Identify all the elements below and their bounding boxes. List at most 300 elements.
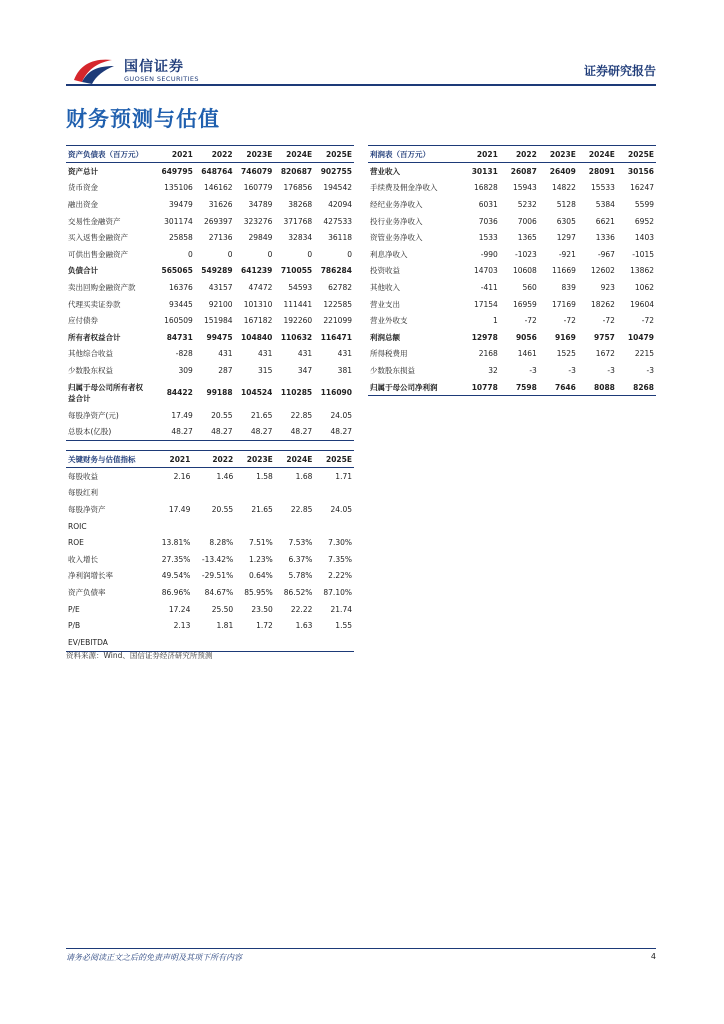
- cell-value: 839: [561, 282, 576, 292]
- cell-value: 84.67%: [204, 587, 234, 597]
- cell-value: 17169: [552, 299, 576, 309]
- cell-value: 1.71: [335, 471, 352, 481]
- cell-value: 86.52%: [283, 587, 313, 597]
- row-label: 营业支出: [370, 299, 400, 309]
- year-header: 2025E: [617, 146, 656, 163]
- row-label: 所得税费用: [370, 349, 408, 359]
- cell-value: 38268: [288, 199, 313, 209]
- cell-value: 135106: [164, 183, 193, 193]
- cell-value: 47472: [248, 282, 273, 292]
- cell-value: 28091: [588, 166, 615, 176]
- cell-value: -828: [175, 349, 193, 359]
- year-header: 2024E: [275, 451, 315, 468]
- cell-value: 902755: [320, 166, 352, 176]
- row-label: 投行业务净收入: [370, 216, 423, 226]
- table-row: [66, 346, 354, 363]
- row-label: 每股收益: [68, 471, 98, 481]
- table-row: [66, 407, 354, 424]
- guosen-logo-icon: [70, 54, 116, 86]
- cell-value: 315: [258, 365, 273, 375]
- row-label: 融出资金: [68, 199, 98, 209]
- cell-value: 923: [600, 282, 615, 292]
- table-row: [66, 312, 354, 329]
- page-number: 4: [650, 952, 656, 961]
- cell-value: 347: [297, 365, 313, 375]
- cell-value: 42094: [328, 199, 352, 209]
- cell-value: 17.49: [171, 410, 193, 420]
- cell-value: 12978: [471, 332, 498, 342]
- cell-value: 19604: [630, 299, 654, 309]
- cell-value: 192260: [283, 316, 313, 326]
- cell-value: 29849: [248, 233, 273, 243]
- cell-value: 104524: [241, 388, 273, 398]
- cell-value: 565065: [161, 266, 193, 276]
- cell-value: 87.10%: [323, 587, 352, 597]
- cell-value: [275, 485, 315, 502]
- cell-value: 17.24: [168, 604, 191, 614]
- cell-value: 116090: [320, 388, 352, 398]
- cell-value: 381: [337, 365, 352, 375]
- cell-value: 7.30%: [328, 538, 352, 548]
- cell-value: 23.50: [251, 604, 273, 614]
- cell-value: 1365: [517, 233, 537, 243]
- row-label: 资产负债率: [68, 587, 106, 597]
- cell-value: -990: [480, 249, 498, 259]
- table-row: [368, 263, 656, 280]
- cell-value: [314, 485, 354, 502]
- cell-value: 1.68: [295, 471, 313, 481]
- cell-value: -29.51%: [201, 571, 234, 581]
- cell-value: 9056: [515, 332, 537, 342]
- cell-value: 7.35%: [328, 554, 352, 564]
- table-title: 资产负债表（百万元）: [66, 146, 155, 163]
- cell-value: 710055: [280, 266, 313, 276]
- table-row: [66, 568, 354, 585]
- cell-value: 146162: [203, 183, 233, 193]
- cell-value: 20.55: [211, 410, 233, 420]
- cell-value: 86.96%: [161, 587, 191, 597]
- cell-value: 746079: [241, 166, 273, 176]
- cell-value: 1.55: [335, 621, 352, 631]
- cell-value: 13862: [630, 266, 654, 276]
- cell-value: 5599: [634, 199, 654, 209]
- cell-value: 8.28%: [209, 538, 234, 548]
- year-header: 2021: [461, 146, 500, 163]
- cell-value: 122585: [323, 299, 352, 309]
- row-label: 所有者权益合计: [68, 332, 121, 342]
- cell-value: -72: [524, 316, 537, 326]
- row-label: 利润总额: [370, 332, 400, 342]
- cell-value: 116471: [320, 332, 352, 342]
- cell-value: 27136: [208, 233, 233, 243]
- cell-value: 2215: [634, 349, 654, 359]
- cell-value: 21.65: [250, 410, 273, 420]
- table-row: [66, 617, 354, 634]
- cell-value: 1461: [517, 349, 537, 359]
- row-label: ROIC: [68, 521, 87, 531]
- cell-value: 549289: [201, 266, 233, 276]
- row-label: 货币资金: [68, 183, 98, 193]
- cell-value: 43157: [208, 282, 233, 292]
- cell-value: 6.37%: [288, 554, 313, 564]
- cell-value: 27.35%: [161, 554, 191, 564]
- cell-value: [235, 634, 275, 651]
- row-label: 其他收入: [370, 282, 400, 292]
- table-row: [66, 634, 354, 651]
- row-label: 其他综合收益: [68, 349, 113, 359]
- table-row: [66, 213, 354, 230]
- cell-value: 24.05: [330, 410, 352, 420]
- cell-value: 34789: [248, 199, 273, 209]
- cell-value: 648764: [201, 166, 233, 176]
- cell-value: 5.78%: [288, 571, 313, 581]
- cell-value: -72: [563, 316, 576, 326]
- cell-value: 431: [297, 349, 313, 359]
- logo-name-cn: 国信证券: [124, 59, 184, 75]
- table-title: 利润表（百万元）: [368, 146, 461, 163]
- table-row: [66, 601, 354, 618]
- cell-value: 431: [337, 349, 352, 359]
- cell-value: 15533: [591, 183, 615, 193]
- cell-value: 16959: [512, 299, 537, 309]
- page-header: [66, 50, 656, 86]
- row-label: 每股净资产(元): [68, 410, 119, 420]
- cell-value: 48.27: [155, 423, 195, 440]
- year-header: 2021: [155, 146, 195, 163]
- cell-value: 5128: [556, 199, 576, 209]
- table-row: [368, 196, 656, 213]
- cell-value: -1023: [515, 249, 537, 259]
- cell-value: 10479: [627, 332, 654, 342]
- cell-value: [314, 634, 354, 651]
- cell-value: -3: [568, 365, 576, 375]
- year-header: 2022: [195, 146, 235, 163]
- row-label: 少数股东损益: [370, 365, 415, 375]
- cell-value: 32834: [288, 233, 313, 243]
- cell-value: 9757: [594, 332, 615, 342]
- table-row: [368, 329, 656, 346]
- cell-value: -921: [558, 249, 576, 259]
- cell-value: 18262: [591, 299, 615, 309]
- year-header: 2023E: [539, 146, 578, 163]
- cell-value: 1: [493, 316, 498, 326]
- cell-value: 110285: [280, 388, 313, 398]
- table-row: [66, 518, 354, 535]
- row-label: 每股红利: [68, 488, 98, 498]
- row-label: 卖出回购金融资产款: [68, 282, 136, 292]
- cell-value: 48.27: [195, 423, 235, 440]
- table-row: [66, 468, 354, 485]
- cell-value: 48.27: [274, 423, 314, 440]
- cell-value: 36118: [328, 233, 352, 243]
- cell-value: [235, 485, 275, 502]
- cell-value: 5232: [517, 199, 537, 209]
- row-label: 少数股东权益: [68, 365, 113, 375]
- cell-value: 7.53%: [288, 538, 313, 548]
- cell-value: 84731: [166, 332, 193, 342]
- table-row: [66, 362, 354, 379]
- cell-value: [314, 518, 354, 535]
- table-row: [66, 180, 354, 197]
- table-row: [368, 296, 656, 313]
- cell-value: 371768: [283, 216, 313, 226]
- table-row: [66, 196, 354, 213]
- cell-value: 21.65: [251, 504, 273, 514]
- cell-value: 22.85: [290, 504, 313, 514]
- row-label: 收入增长: [68, 554, 98, 564]
- footer-disclaimer: 请务必阅读正文之后的免责声明及其项下所有内容: [66, 953, 242, 962]
- cell-value: 7598: [500, 379, 539, 396]
- row-label: 营业收入: [370, 166, 400, 176]
- cell-value: 31626: [208, 199, 233, 209]
- cell-value: 7036: [478, 216, 498, 226]
- cell-value: [153, 634, 193, 651]
- cell-value: 1336: [595, 233, 615, 243]
- year-header: 2024E: [274, 146, 314, 163]
- cell-value: 16376: [168, 282, 193, 292]
- cell-value: 1062: [634, 282, 654, 292]
- cell-value: 194542: [323, 183, 352, 193]
- cell-value: 6305: [556, 216, 576, 226]
- cell-value: [192, 518, 235, 535]
- cell-value: 26087: [510, 166, 537, 176]
- year-header: 2023E: [235, 451, 275, 468]
- cell-value: -72: [641, 316, 654, 326]
- cell-value: 14822: [552, 183, 576, 193]
- cell-value: 0: [347, 249, 352, 259]
- cell-value: 1.46: [216, 471, 234, 481]
- row-label: 投资收益: [370, 266, 400, 276]
- cell-value: 32: [488, 365, 498, 375]
- cell-value: 431: [258, 349, 273, 359]
- row-label: 资产总计: [68, 166, 98, 176]
- cell-value: 11669: [552, 266, 576, 276]
- cell-value: 54593: [288, 282, 313, 292]
- cell-value: 176856: [283, 183, 313, 193]
- footer-divider: [66, 948, 656, 949]
- cell-value: 15943: [512, 183, 537, 193]
- cell-value: 431: [218, 349, 233, 359]
- cell-value: 7646: [539, 379, 578, 396]
- row-label: 每股净资产: [68, 504, 106, 514]
- cell-value: 323276: [243, 216, 273, 226]
- cell-value: 62782: [328, 282, 352, 292]
- cell-value: 84422: [166, 388, 193, 398]
- cell-value: 110632: [280, 332, 313, 342]
- cell-value: [275, 518, 315, 535]
- row-label: [66, 379, 155, 407]
- cell-value: 17154: [473, 299, 498, 309]
- cell-value: 16247: [630, 183, 654, 193]
- cell-value: 649795: [161, 166, 193, 176]
- table-row: [66, 485, 354, 502]
- cell-value: 1525: [556, 349, 576, 359]
- row-label-line: 归属于母公司所有者权: [68, 382, 143, 392]
- table-row: [66, 296, 354, 313]
- income-statement-table: [368, 145, 656, 396]
- cell-value: 17.49: [168, 504, 191, 514]
- cell-value: 221099: [323, 316, 352, 326]
- cell-value: 1533: [478, 233, 498, 243]
- cell-value: 0: [188, 249, 193, 259]
- cell-value: -3: [646, 365, 654, 375]
- cell-value: 6031: [478, 199, 498, 209]
- cell-value: 151984: [203, 316, 233, 326]
- cell-value: 25858: [168, 233, 193, 243]
- cell-value: 1.72: [256, 621, 273, 631]
- row-label: 可供出售金融资产: [68, 249, 128, 259]
- cell-value: 49.54%: [161, 571, 191, 581]
- table-row: [66, 246, 354, 263]
- year-header: 2022: [500, 146, 539, 163]
- cell-value: -3: [607, 365, 615, 375]
- cell-value: [153, 485, 193, 502]
- row-label: 总股本(亿股): [66, 423, 155, 440]
- row-label: 净利润增长率: [68, 571, 113, 581]
- cell-value: 16828: [473, 183, 498, 193]
- year-header: 2023E: [235, 146, 275, 163]
- cell-value: 8268: [617, 379, 656, 396]
- row-label: EV/EBITDA: [66, 634, 153, 651]
- cell-value: 427533: [323, 216, 352, 226]
- cell-value: 2.13: [173, 621, 191, 631]
- cell-value: 48.27: [314, 423, 354, 440]
- logo-name-en: GUOSEN SECURITIES: [124, 75, 199, 83]
- table-row: [368, 362, 656, 379]
- year-header: 2025E: [314, 146, 354, 163]
- cell-value: [275, 634, 315, 651]
- cell-value: 820687: [280, 166, 313, 176]
- cell-value: 26409: [549, 166, 576, 176]
- cell-value: 8088: [578, 379, 617, 396]
- table-row: [368, 229, 656, 246]
- cell-value: 24.05: [330, 504, 352, 514]
- source-note: 资料来源：Wind、国信证券经济研究所预测: [66, 651, 213, 660]
- row-label: 交易性金融资产: [68, 216, 121, 226]
- cell-value: 160779: [243, 183, 273, 193]
- row-label: 手续费及佣金净收入: [370, 183, 438, 193]
- row-label: ROE: [68, 538, 84, 548]
- cell-value: 287: [218, 365, 233, 375]
- cell-value: 560: [522, 282, 537, 292]
- cell-value: 7.51%: [248, 538, 273, 548]
- table-title: 关键财务与估值指标: [66, 451, 153, 468]
- header-divider: [66, 84, 656, 86]
- row-label-line: 益合计: [68, 393, 91, 403]
- report-type-label: 证券研究报告: [583, 64, 656, 78]
- cell-value: 20.55: [211, 504, 234, 514]
- cell-value: 0: [267, 249, 273, 259]
- cell-value: 14703: [473, 266, 498, 276]
- cell-value: 9169: [554, 332, 576, 342]
- table-row: [66, 584, 354, 601]
- row-label: 买入返售金融资产: [68, 233, 128, 243]
- cell-value: 6952: [634, 216, 654, 226]
- cell-value: 1297: [556, 233, 576, 243]
- cell-value: 1.81: [216, 621, 234, 631]
- cell-value: 48.27: [235, 423, 275, 440]
- cell-value: 22.22: [290, 604, 313, 614]
- table-row: [66, 379, 354, 407]
- cell-value: 101310: [243, 299, 273, 309]
- row-label: 归属于母公司净利润: [368, 379, 461, 396]
- cell-value: 269397: [203, 216, 233, 226]
- table-row: [368, 163, 656, 180]
- cell-value: -1015: [632, 249, 654, 259]
- table-row: [368, 279, 656, 296]
- year-header: 2022: [192, 451, 235, 468]
- cell-value: 1672: [595, 349, 615, 359]
- year-header: 2021: [153, 451, 193, 468]
- cell-value: 10778: [461, 379, 500, 396]
- section-title: 财务预测与估值: [66, 107, 220, 131]
- cell-value: [153, 518, 193, 535]
- cell-value: 301174: [164, 216, 193, 226]
- cell-value: 1.58: [256, 471, 273, 481]
- cell-value: 99475: [206, 332, 233, 342]
- cell-value: -13.42%: [201, 554, 234, 564]
- table-header-row: [66, 451, 354, 468]
- table-row: [66, 329, 354, 346]
- cell-value: 0: [307, 249, 313, 259]
- cell-value: 111441: [283, 299, 313, 309]
- row-label: 应付债券: [68, 316, 98, 326]
- row-label: P/B: [68, 621, 81, 631]
- cell-value: 309: [178, 365, 193, 375]
- cell-value: [192, 485, 235, 502]
- cell-value: -3: [529, 365, 537, 375]
- cell-value: [192, 634, 235, 651]
- row-label: 资管业务净收入: [370, 233, 423, 243]
- table-row: [66, 229, 354, 246]
- table-row: [368, 180, 656, 197]
- row-label: 负债合计: [68, 266, 98, 276]
- cell-value: 22.85: [290, 410, 313, 420]
- cell-value: 12602: [591, 266, 615, 276]
- cell-value: 13.81%: [161, 538, 191, 548]
- cell-value: 93445: [168, 299, 193, 309]
- row-label: 利息净收入: [370, 249, 408, 259]
- table-row: [66, 501, 354, 518]
- cell-value: 39479: [168, 199, 193, 209]
- key-metrics-table: [66, 450, 354, 652]
- cell-value: 160509: [164, 316, 193, 326]
- cell-value: -411: [480, 282, 498, 292]
- cell-value: 92100: [208, 299, 233, 309]
- year-header: 2025E: [314, 451, 354, 468]
- table-row: [66, 279, 354, 296]
- cell-value: 641239: [241, 266, 273, 276]
- cell-value: -967: [597, 249, 615, 259]
- cell-value: 30131: [471, 166, 498, 176]
- cell-value: 2.22%: [328, 571, 352, 581]
- table-row: [368, 246, 656, 263]
- table-row: [66, 534, 354, 551]
- cell-value: 2.16: [173, 471, 191, 481]
- table-row: [66, 163, 354, 180]
- table-row: [66, 423, 354, 440]
- cell-value: 167182: [243, 316, 273, 326]
- cell-value: 786284: [320, 266, 352, 276]
- table-row: [66, 263, 354, 280]
- table-row: [368, 213, 656, 230]
- cell-value: -72: [602, 316, 615, 326]
- cell-value: 104840: [241, 332, 273, 342]
- table-header-row: [368, 146, 656, 163]
- table-row: [368, 312, 656, 329]
- cell-value: 7006: [517, 216, 537, 226]
- row-label: 营业外收支: [370, 316, 408, 326]
